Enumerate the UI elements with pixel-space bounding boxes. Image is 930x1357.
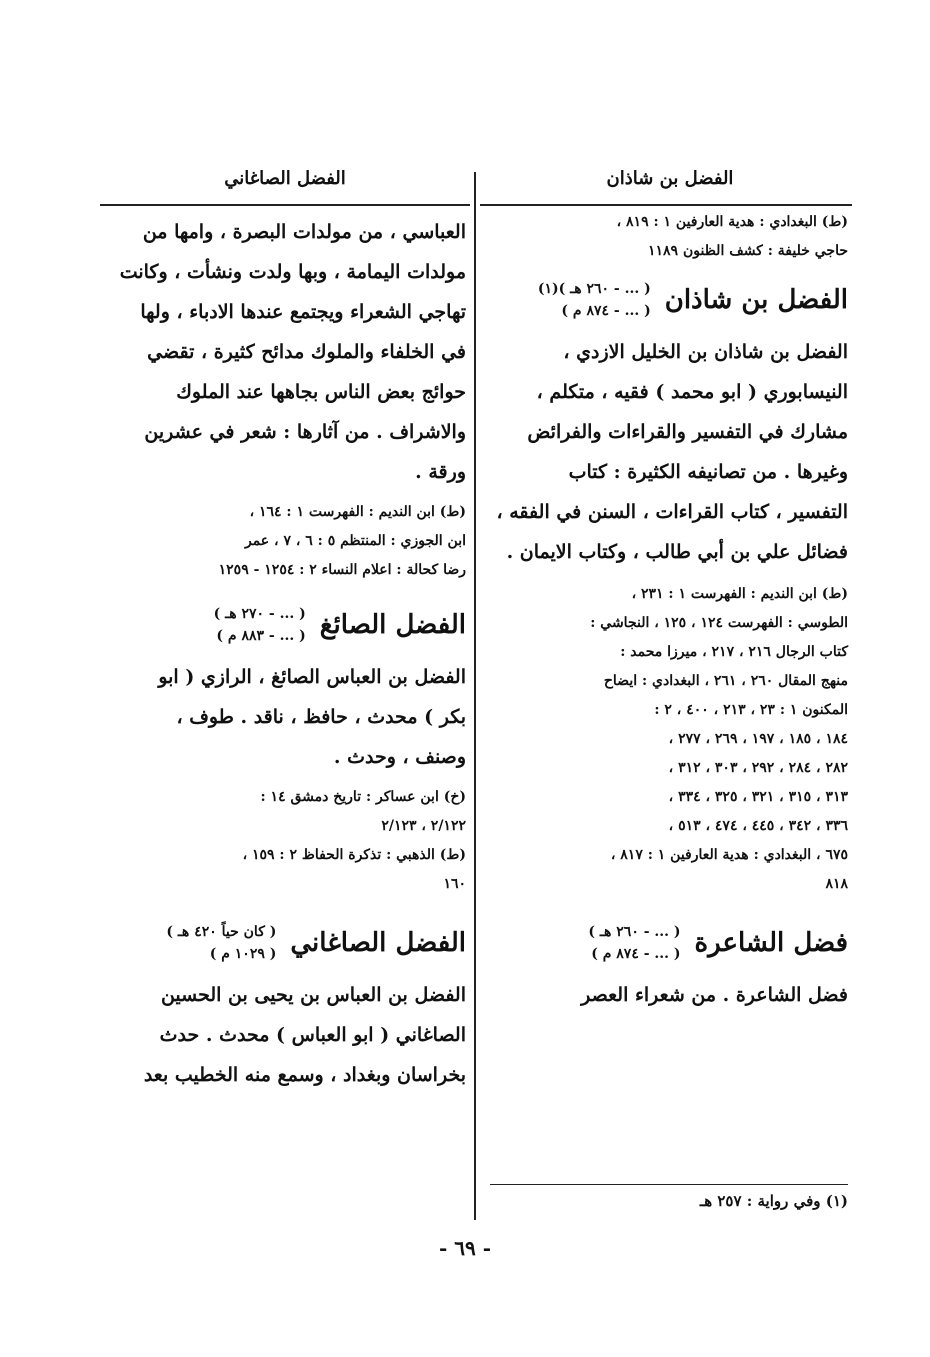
right-column — [490, 208, 848, 1015]
date-hijri: ( ... - ٢٦٠ هـ ) — [588, 924, 681, 940]
ref-line: (ط) ابن النديم : الفهرست ١ : ١٦٤ ، — [249, 504, 466, 520]
body-line: بكر ) محدث ، حافظ ، ناقد . طوف ، — [176, 706, 466, 728]
body-line: حوائج بعض الناس بجاهها عند الملوك — [176, 381, 466, 403]
body-line: وغيرها . من تصانيفه الكثيرة : كتاب — [568, 461, 848, 483]
date-gregorian: ( ... - ٨٨٣ م ) — [216, 628, 306, 644]
ref-line: حاجي خليفة : كشف الظنون ١١٨٩ — [648, 243, 848, 259]
ref-line: ٦٧٥ ، البغدادي : هدية العارفين ١ : ٨١٧ ، — [610, 847, 848, 863]
entry-dates — [214, 603, 306, 647]
ref-line: (ط) ابن النديم : الفهرست ١ : ٢٣١ ، — [631, 586, 848, 602]
ref-line: الطوسي : الفهرست ١٢٤ ، ١٢٥ ، النجاشي : — [590, 615, 848, 631]
left-column — [104, 212, 466, 1095]
ref-line: (خ) ابن عساكر : تاريخ دمشق ١٤ : — [260, 789, 466, 805]
ref-line: (ط) الذهبي : تذكرة الحفاظ ٢ : ١٥٩ ، — [242, 847, 466, 863]
ref-line: ٨١٨ — [825, 876, 848, 892]
running-header-left: الفضل الصاغاني — [224, 168, 346, 189]
ref-line: كتاب الرجال ٢١٦ ، ٢١٧ ، ميرزا محمد : — [620, 644, 848, 660]
body-line: مولدات اليمامة ، وبها ولدت ونشأت ، وكانت — [119, 261, 466, 283]
header-rule-left — [100, 204, 470, 206]
ref-line: ٢٨٢ ، ٢٨٤ ، ٢٩٢ ، ٣٠٣ ، ٣١٢ ، — [668, 760, 848, 776]
body-line: الفضل بن العباس الصائغ ، الرازي ( ابو — [158, 666, 466, 688]
entry-heading — [490, 921, 848, 965]
entry-dates — [166, 921, 276, 965]
ref-line: ١٨٤ ، ١٨٥ ، ١٩٧ ، ٢٦٩ ، ٢٧٧ ، — [668, 731, 848, 747]
body-line: تهاجي الشعراء ويجتمع عندها الادباء ، ولها — [140, 301, 466, 323]
body-line: بخراسان وبغداد ، وسمع منه الخطيب بعد — [143, 1064, 466, 1086]
body-line: التفسير ، كتاب القراءات ، السنن في الفقه ، — [496, 501, 848, 523]
ref-line: ابن الجوزي : المنتظم ٥ : ٦ ، ٧ ، عمر — [244, 533, 466, 549]
body-line: مشارك في التفسير والقراءات والفرائض — [527, 421, 848, 443]
footnote-rule — [490, 1184, 848, 1185]
ref-line: (ط) البغدادي : هدية العارفين ١ : ٨١٩ ، — [616, 214, 848, 230]
body-line: والاشراف . من آثارها : شعر في عشرين — [144, 421, 466, 443]
date-hijri: ( ... - ٢٦٠ هـ )(١) — [537, 281, 651, 297]
entry-heading — [490, 278, 848, 322]
date-gregorian: ( ... - ٨٧٤ م ) — [561, 303, 651, 319]
ref-line: ٣١٣ ، ٣١٥ ، ٣٢١ ، ٣٢٥ ، ٣٣٤ ، — [668, 789, 848, 805]
body-line: النيسابوري ( ابو محمد ) فقيه ، متكلم ، — [536, 381, 848, 403]
ref-line: ٢/١٢٢ ، ٢/١٢٣ — [381, 818, 466, 834]
footnote: (١) وفي رواية : ٢٥٧ هـ — [699, 1192, 848, 1210]
ref-line: المكنون ١ : ٢٣ ، ٢١٣ ، ٤٠٠ ، ٢ : — [654, 702, 848, 718]
body-line: الفضل بن شاذان بن الخليل الازدي ، — [563, 341, 848, 363]
body-line: فضائل علي بن أبي طالب ، وكتاب الايمان . — [506, 541, 848, 563]
body-line: فضل الشاعرة . من شعراء العصر — [581, 984, 848, 1006]
body-line: الصاغاني ( ابو العباس ) محدث . حدث — [159, 1024, 466, 1046]
date-hijri: ( كان حياً ٤٢٠ هـ ) — [166, 924, 277, 940]
body-line: في الخلفاء والملوك مدائح كثيرة ، تقضي — [147, 341, 466, 363]
body-line: ورقة . — [415, 461, 466, 483]
page-number: - ٦٩ - — [438, 1236, 491, 1260]
entry-heading — [104, 603, 466, 647]
date-hijri: ( ... - ٢٧٠ هـ ) — [213, 606, 306, 622]
header-rule-right — [480, 204, 852, 206]
entry-name: الفضل الصاغاني — [290, 928, 466, 958]
body-line: وصنف ، وحدث . — [333, 746, 466, 768]
date-gregorian: ( ... - ٨٧٤ م ) — [591, 946, 681, 962]
ref-line: ٣٣٦ ، ٣٤٢ ، ٤٤٥ ، ٤٧٤ ، ٥١٣ ، — [668, 818, 848, 834]
ref-line: منهج المقال ٢٦٠ ، ٢٦١ ، البغدادي : ايضاح — [603, 673, 848, 689]
entry-name: فضل الشاعرة — [694, 928, 848, 958]
ref-line: ١٦٠ — [443, 876, 466, 892]
entry-name: الفضل بن شاذان — [664, 285, 848, 315]
entry-dates — [588, 921, 680, 965]
body-line: الفضل بن العباس بن يحيى بن الحسين — [160, 984, 466, 1006]
running-header-right: الفضل بن شاذان — [606, 168, 734, 189]
entry-name: الفضل الصائغ — [319, 610, 466, 640]
date-gregorian: ( ١٠٢٩ م ) — [209, 946, 277, 962]
ref-line: رضا كحالة : اعلام النساء ٢ : ١٢٥٤ - ١٢٥٩ — [218, 562, 466, 578]
column-divider — [474, 172, 476, 1220]
entry-dates — [538, 278, 651, 322]
entry-heading — [104, 921, 466, 965]
body-line: العباسي ، من مولدات البصرة ، وامها من — [142, 221, 466, 243]
